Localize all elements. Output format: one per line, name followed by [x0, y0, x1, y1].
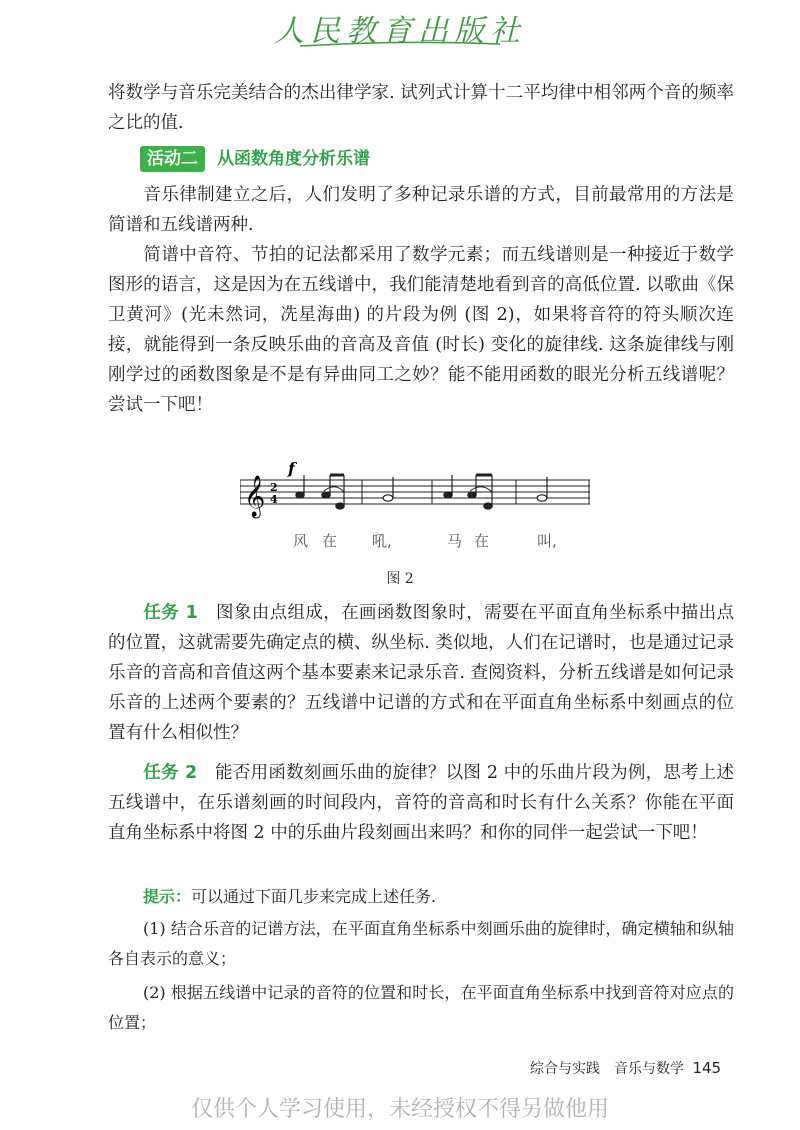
hint-step-2: [108, 978, 734, 1038]
lyric-5: 在: [474, 532, 490, 550]
hint-step-1-text: (1) 结合乐音的记谱方法，在平面直角坐标系中刻画乐曲的旋律时，确定横轴和纵轴各自表示的意义；: [108, 919, 734, 968]
lyric-1: 风: [293, 532, 309, 550]
activity-tag: 活动二: [140, 146, 205, 172]
activity-heading: [140, 146, 370, 172]
time-signature-bottom: 4: [270, 493, 278, 506]
time-signature-top: 2: [270, 481, 278, 494]
paragraph-1-text: 音乐律制建立之后，人们发明了多种记录乐谱的方式，目前最常用的方法是简谱和五线谱两种.: [108, 185, 734, 235]
task-1: [108, 598, 734, 748]
task-1-label: 任务 1: [143, 603, 198, 623]
dynamic-marking: f: [288, 462, 295, 478]
lyric-4: 马: [447, 532, 463, 550]
figure-caption: 图 2: [386, 571, 414, 587]
lyric-3: 吼,: [372, 532, 392, 550]
task-1-text: 图象由点组成，在画函数图象时，需要在平面直角坐标系中描出点的位置，这就需要先确定点的横、纵坐标. 类似地，人们在记谱时，也是通过记录乐音的音高和音值这两个基本要素来记录乐音. 查阅资料，分析五线谱是如何记录乐音的上述两个要素的？五线谱中记谱的方式和在平面直角坐标系中刻画点的位置有什么相似性？: [108, 603, 734, 743]
logo-swoosh: [300, 40, 500, 48]
footer-section: 综合与实践 音乐与数学: [530, 1061, 684, 1077]
lyric-2: 在: [322, 532, 338, 550]
task-2: [108, 758, 734, 848]
paragraph-1: [108, 180, 734, 240]
paragraph-2-text: 简谱中音符、节拍的记法都采用了数学元素；而五线谱则是一种接近于数学图形的语言，这是因为在五线谱中，我们能清楚地看到音的高低位置. 以歌曲《保卫黄河》(光未然词，冼星海曲) 的片段为例 (图 2)，如果将音符的符头顺次连接，就能得到一条反映乐曲的音高及音值 (时长) 变化的旋律线. 这条旋律线与刚刚学过的函数图象是不是有异曲同工之妙？能不能用函数的眼光分析五线谱呢？尝试一下吧！: [108, 245, 734, 415]
note-head: [537, 495, 547, 501]
hint-text: 可以通过下面几步来完成上述任务.: [191, 887, 437, 906]
hint-line: [108, 882, 734, 912]
note-head: [322, 492, 330, 498]
note-head: [468, 492, 476, 498]
music-score-figure: [240, 462, 600, 526]
publisher-logo: 人民教育出版社: [274, 14, 526, 49]
note-head: [336, 503, 344, 509]
note-head: [383, 495, 393, 501]
task-2-label: 任务 2: [143, 763, 198, 783]
hint-step-1: [108, 914, 734, 974]
hint-label: 提示：: [143, 887, 192, 906]
intro-paragraph: 将数学与音乐完美结合的杰出律学家. 试列式计算十二平均律中相邻两个音的频率之比的值.: [108, 83, 734, 133]
page-footer: [530, 1058, 721, 1078]
note-head: [444, 492, 452, 498]
hint-step-2-text: (2) 根据五线谱中记录的音符的位置和时长，在平面直角坐标系中找到音符对应点的位置；: [108, 983, 734, 1032]
note-head: [484, 503, 492, 509]
activity-title: 从函数角度分析乐谱: [217, 149, 370, 169]
watermark: 仅供个人学习使用，未经授权不得另做他用: [190, 1097, 609, 1122]
page-number: 145: [692, 1059, 722, 1077]
treble-clef-icon: 𝄞: [244, 476, 266, 517]
lyric-6: 叫,: [537, 532, 557, 550]
paragraph-2: [108, 240, 734, 420]
task-2-text: 能否用函数刻画乐曲的旋律？以图 2 中的乐曲片段为例，思考上述五线谱中，在乐谱刻画的时间段内，音符的音高和时长有什么关系？你能在平面直角坐标系中将图 2 中的乐曲片段刻画出来吗？和你的同伴一起尝试一下吧！: [108, 763, 735, 843]
note-head: [296, 492, 304, 498]
